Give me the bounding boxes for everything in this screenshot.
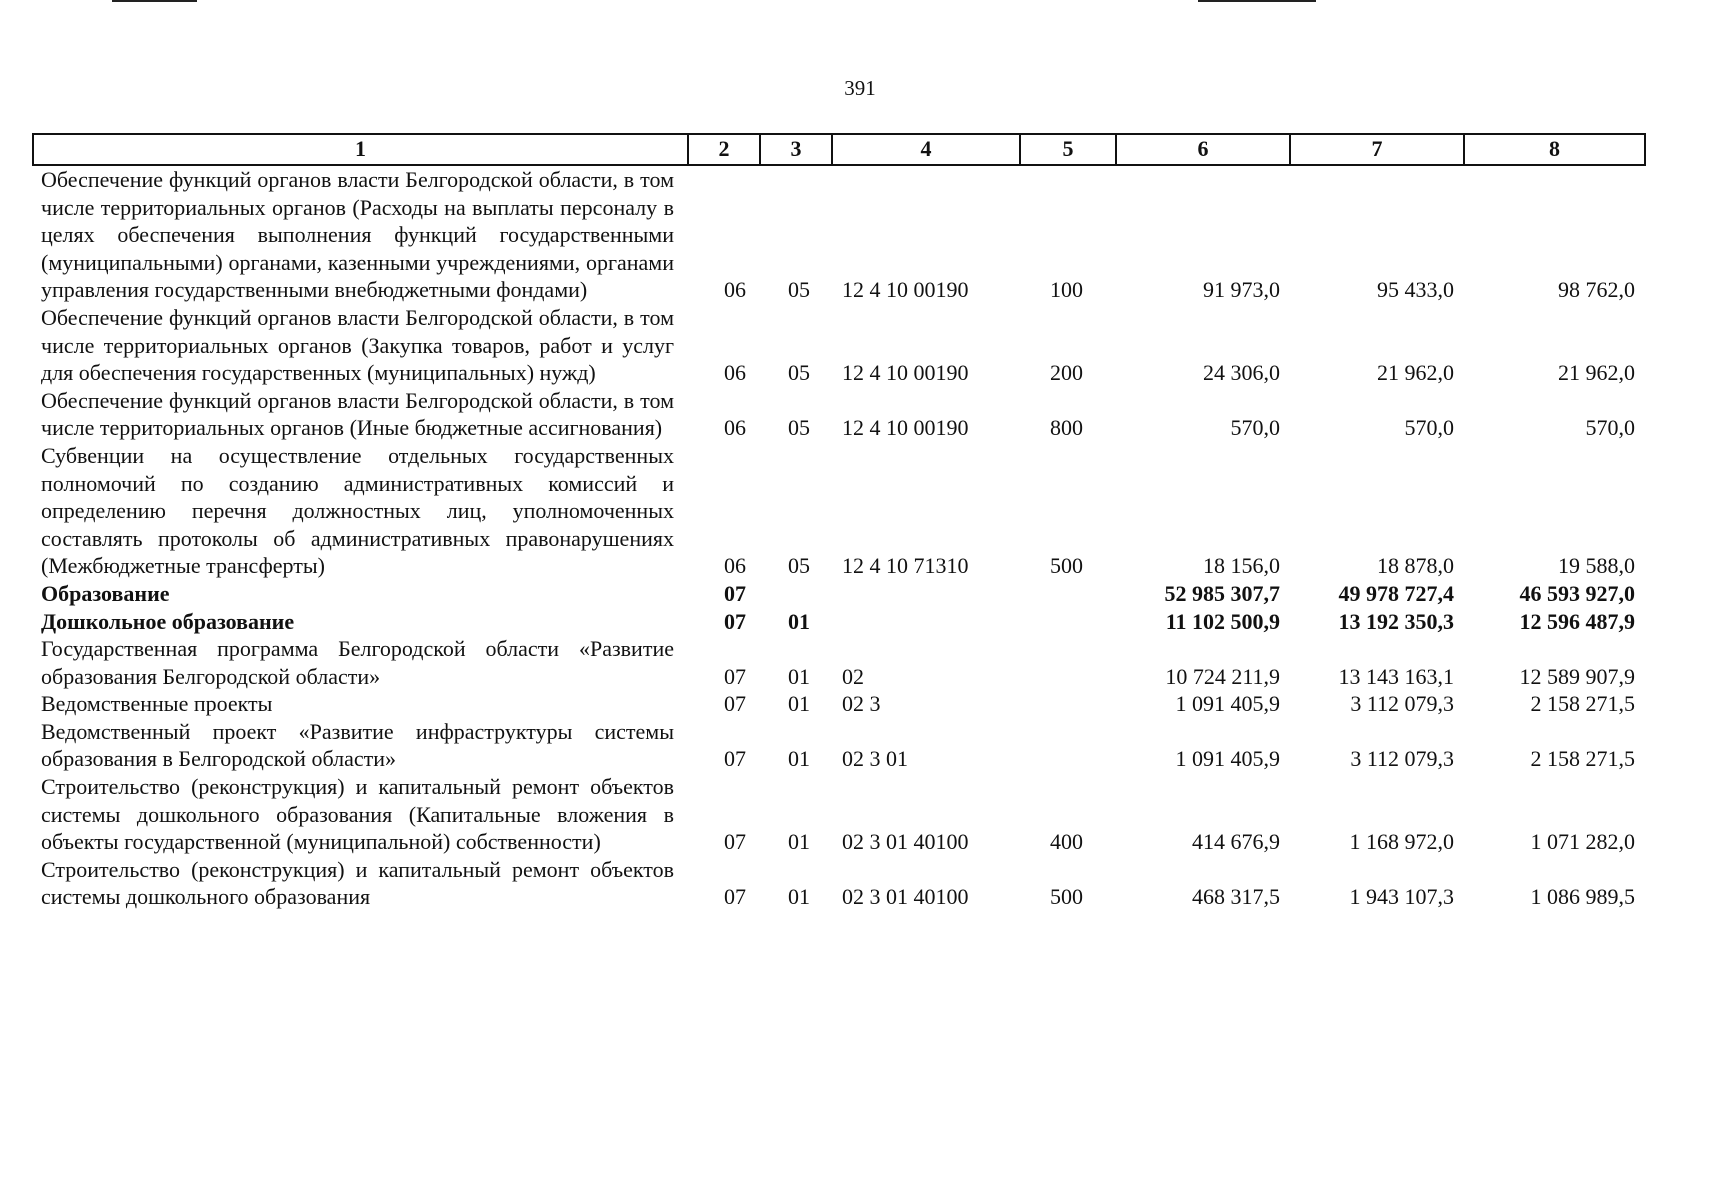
amount-year-3: 1 071 282,0 xyxy=(1530,829,1635,855)
amount-year-1: 18 156,0 xyxy=(1203,553,1280,579)
subsection-code: 05 xyxy=(788,360,810,386)
subsection-code: 05 xyxy=(788,277,810,303)
section-code: 07 xyxy=(724,829,746,855)
subsection-code: 01 xyxy=(788,663,810,689)
amount-year-1: 414 676,9 xyxy=(1192,829,1280,855)
expense-name: Строительство (реконструкция) и капитальный ремонт объектов системы дошкольного образования xyxy=(41,856,674,910)
expense-name: Образование xyxy=(41,580,170,606)
amount-year-3: 21 962,0 xyxy=(1558,360,1635,386)
page-number: 391 xyxy=(844,76,876,100)
target-article-code: 12 4 10 00190 xyxy=(842,360,969,386)
table-row xyxy=(33,165,1645,304)
section-code: 07 xyxy=(724,691,746,717)
table-row xyxy=(33,387,1645,442)
amount-year-3: 570,0 xyxy=(1585,415,1635,441)
expense-type-code xyxy=(1020,635,1116,690)
table-row xyxy=(33,690,1645,718)
amount-year-1: 11 102 500,9 xyxy=(1165,608,1280,634)
amount-year-1: 24 306,0 xyxy=(1203,360,1280,386)
target-article-code: 12 4 10 71310 xyxy=(842,553,969,579)
amount-year-1: 10 724 211,9 xyxy=(1165,663,1280,689)
column-header: 4 xyxy=(832,134,1020,165)
expense-type-code xyxy=(1020,690,1116,718)
table-row xyxy=(33,608,1645,636)
table-row xyxy=(33,580,1645,608)
section-code: 07 xyxy=(724,580,746,606)
amount-year-3: 1 086 989,5 xyxy=(1530,884,1635,910)
amount-year-3: 2 158 271,5 xyxy=(1530,746,1635,772)
amount-year-1: 52 985 307,7 xyxy=(1164,580,1280,606)
expense-name: Ведомственный проект «Развитие инфраструктуры системы образования в Белгородской области» xyxy=(41,718,674,772)
target-article-code: 02 3 01 40100 xyxy=(842,884,969,910)
target-article-code: 02 xyxy=(842,663,864,689)
amount-year-3: 12 589 907,9 xyxy=(1519,663,1635,689)
budget-table xyxy=(32,133,1646,911)
amount-year-2: 21 962,0 xyxy=(1377,360,1454,386)
section-code: 06 xyxy=(724,415,746,441)
amount-year-2: 3 112 079,3 xyxy=(1350,691,1454,717)
target-article-code: 02 3 01 40100 xyxy=(842,829,969,855)
column-header: 8 xyxy=(1464,134,1645,165)
expense-type-code: 200 xyxy=(1050,360,1083,386)
amount-year-2: 18 878,0 xyxy=(1377,553,1454,579)
amount-year-2: 13 143 163,1 xyxy=(1338,663,1454,689)
section-code: 06 xyxy=(724,360,746,386)
table-row xyxy=(33,304,1645,387)
expense-name: Ведомственные проекты xyxy=(41,691,273,717)
target-article-code: 12 4 10 00190 xyxy=(842,277,969,303)
expense-name: Обеспечение функций органов власти Белгородской области, в том числе территориальных органов (Иные бюджетные ассигнования) xyxy=(41,387,674,441)
table-row xyxy=(33,718,1645,773)
table-row xyxy=(33,442,1645,580)
expense-type-code xyxy=(1020,608,1116,636)
column-header: 1 xyxy=(33,134,688,165)
section-code: 07 xyxy=(724,884,746,910)
column-header: 6 xyxy=(1116,134,1290,165)
table-row xyxy=(33,773,1645,856)
amount-year-2: 95 433,0 xyxy=(1377,277,1454,303)
target-article-code: 12 4 10 00190 xyxy=(842,415,969,441)
subsection-code xyxy=(760,580,832,608)
subsection-code: 01 xyxy=(788,691,810,717)
amount-year-1: 468 317,5 xyxy=(1192,884,1280,910)
subsection-code: 01 xyxy=(788,884,810,910)
expense-type-code: 100 xyxy=(1050,277,1083,303)
subsection-code: 01 xyxy=(788,746,810,772)
expense-name: Обеспечение функций органов власти Белгородской области, в том числе территориальных органов (Расходы на выплаты персоналу в целях обеспечения выполнения функций государственными (муниципальными) органами, казенными учреждениями, органами управления государственными внебюджетными фондами) xyxy=(41,167,674,303)
amount-year-3: 46 593 927,0 xyxy=(1519,580,1635,606)
expense-name: Государственная программа Белгородской области «Развитие образования Белгородской области» xyxy=(41,636,674,689)
column-number-header xyxy=(33,134,1645,165)
section-code: 07 xyxy=(724,663,746,689)
amount-year-1: 1 091 405,9 xyxy=(1175,691,1280,717)
amount-year-3: 98 762,0 xyxy=(1558,277,1635,303)
amount-year-2: 13 192 350,3 xyxy=(1338,608,1454,634)
expense-name: Строительство (реконструкция) и капитальный ремонт объектов системы дошкольного образования (Капитальные вложения в объекты государственной (муниципальной) собственности) xyxy=(41,774,674,855)
subsection-code: 05 xyxy=(788,415,810,441)
target-article-code: 02 3 xyxy=(842,691,881,717)
section-code: 07 xyxy=(724,746,746,772)
column-header: 3 xyxy=(760,134,832,165)
amount-year-3: 12 596 487,9 xyxy=(1519,608,1635,634)
scan-edge-line xyxy=(1198,0,1316,2)
expense-type-code: 800 xyxy=(1050,415,1083,441)
subsection-code: 05 xyxy=(788,553,810,579)
amount-year-2: 1 943 107,3 xyxy=(1349,884,1454,910)
amount-year-2: 570,0 xyxy=(1404,415,1454,441)
target-article-code xyxy=(832,608,1020,636)
column-header: 2 xyxy=(688,134,760,165)
table-row xyxy=(33,635,1645,690)
amount-year-1: 1 091 405,9 xyxy=(1175,746,1280,772)
amount-year-3: 19 588,0 xyxy=(1558,553,1635,579)
expense-type-code xyxy=(1020,718,1116,773)
expense-type-code: 500 xyxy=(1050,884,1083,910)
target-article-code: 02 3 01 xyxy=(842,746,908,772)
subsection-code: 01 xyxy=(788,608,810,634)
column-header: 5 xyxy=(1020,134,1116,165)
subsection-code: 01 xyxy=(788,829,810,855)
amount-year-3: 2 158 271,5 xyxy=(1530,691,1635,717)
section-code: 07 xyxy=(724,608,746,634)
scan-edge-line xyxy=(112,0,197,2)
amount-year-1: 570,0 xyxy=(1230,415,1280,441)
section-code: 06 xyxy=(724,277,746,303)
expense-type-code xyxy=(1020,580,1116,608)
expense-name: Обеспечение функций органов власти Белгородской области, в том числе территориальных органов (Закупка товаров, работ и услуг для обеспечения государственных (муниципальных) нужд) xyxy=(41,304,674,386)
expense-name: Субвенции на осуществление отдельных государственных полномочий по созданию административных комиссий и определению перечня должностных лиц, уполномоченных составлять протоколы об административных правонарушениях (Межбюджетные трансферты) xyxy=(41,442,674,579)
amount-year-2: 1 168 972,0 xyxy=(1349,829,1454,855)
expense-name: Дошкольное образование xyxy=(41,608,295,634)
amount-year-1: 91 973,0 xyxy=(1203,277,1280,303)
column-header: 7 xyxy=(1290,134,1464,165)
target-article-code xyxy=(832,580,1020,608)
section-code: 06 xyxy=(724,553,746,579)
expense-type-code: 400 xyxy=(1050,829,1083,855)
amount-year-2: 3 112 079,3 xyxy=(1350,746,1454,772)
amount-year-2: 49 978 727,4 xyxy=(1338,580,1454,606)
table-row xyxy=(33,856,1645,911)
expense-type-code: 500 xyxy=(1050,553,1083,579)
